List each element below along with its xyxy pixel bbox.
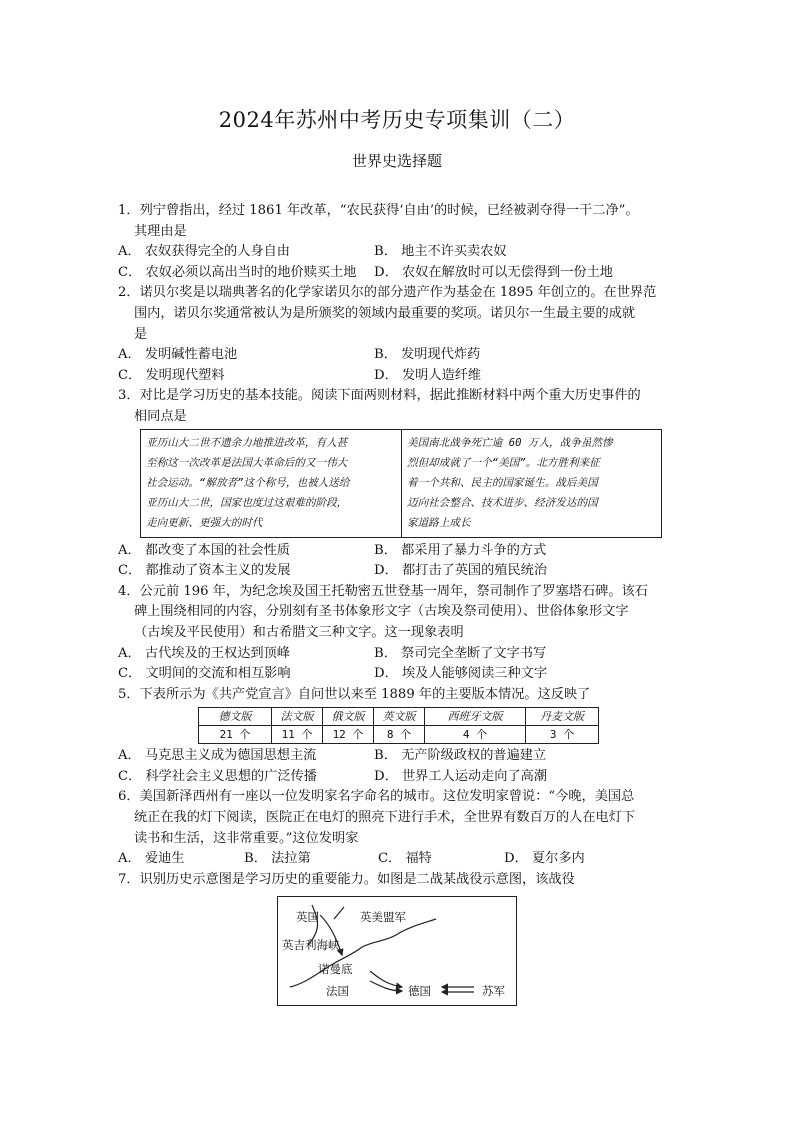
question-4 bbox=[118, 582, 678, 685]
table-cell: 3 个 bbox=[526, 726, 599, 744]
material-line: 至称这一次改革是法国大革命后的又一伟大 bbox=[146, 456, 348, 469]
table-cell: 12 个 bbox=[323, 726, 374, 744]
label-france: 法国 bbox=[326, 984, 349, 998]
allied-arrow bbox=[370, 971, 402, 987]
option-b: B． 发明现代炸药 bbox=[374, 347, 481, 363]
option-c: C． 福特 bbox=[378, 851, 432, 867]
question-7 bbox=[118, 870, 678, 891]
question-stem-cont: 相同点是 bbox=[134, 408, 187, 424]
editions-table bbox=[198, 707, 599, 744]
question-stem-cont: 围内，诺贝尔奖通常被认为是所颁奖的领域内最重要的奖项。诺贝尔一生最主要的成就 bbox=[134, 305, 636, 321]
question-stem: 1．列宁曾指出，经过 1861 年改革，“农民获得‘自由’的时候，已经被剥夺得一干二净”。 bbox=[118, 203, 639, 218]
question-5 bbox=[118, 685, 678, 788]
material-line: 走向更新、更强大的时代 bbox=[146, 517, 263, 530]
question-6 bbox=[118, 787, 678, 869]
table-row bbox=[199, 726, 599, 744]
option-d: D． 农奴在解放时可以无偿得到一份土地 bbox=[374, 264, 613, 280]
table-header-cell: 丹麦文版 bbox=[526, 708, 599, 726]
option-a: A． 农奴获得完全的人身自由 bbox=[118, 244, 290, 260]
option-a: A． 马克思主义成为德国思想主流 bbox=[118, 748, 317, 764]
option-b: B． 祭司完全垄断了文字书写 bbox=[374, 645, 547, 661]
option-a: A． 都改变了本国的社会性质 bbox=[118, 542, 290, 558]
page-title: 2024年苏州中考历史专项集训（二） bbox=[218, 108, 576, 132]
option-d: D． 世界工人运动走向了高潮 bbox=[374, 768, 548, 784]
material-line: 亚历山大二世，国家也度过这艰难的阶段， bbox=[146, 497, 348, 510]
option-c: C． 发明现代塑料 bbox=[118, 367, 225, 383]
table-header-cell: 俄文版 bbox=[323, 708, 374, 726]
table-header-cell: 英文版 bbox=[374, 708, 425, 726]
material-left bbox=[141, 430, 401, 537]
option-b: B． 无产阶级政权的普遍建立 bbox=[374, 748, 547, 764]
option-a: A． 爱迪生 bbox=[118, 851, 185, 867]
material-line: 家道路上成长 bbox=[407, 517, 471, 530]
question-stem-cont: （古埃及平民使用）和古希腊文三种文字。这一现象表明 bbox=[134, 624, 464, 640]
material-line: 美国南北战争死亡逾 60 万人，战争虽然惨 bbox=[407, 436, 613, 449]
label-channel: 英吉利海峡 bbox=[282, 938, 340, 952]
table-header-cell: 法文版 bbox=[272, 708, 323, 726]
question-stem: 6．美国新泽西州有一座以一位发明家名字命名的城市。这位发明家曾说：“今晚，美国总 bbox=[118, 789, 635, 805]
material-line: 着一个共和、民主的国家诞生。战后美国 bbox=[407, 476, 598, 489]
option-b: B． 法拉第 bbox=[244, 851, 311, 867]
question-stem: 4．公元前 196 年，为纪念埃及国王托勒密五世登基一周年，祭司制作了罗塞塔石碑。该石 bbox=[118, 583, 648, 599]
material-line: 迈向社会整合、技术进步、经济发达的国 bbox=[407, 497, 598, 510]
battle-diagram bbox=[277, 896, 517, 1006]
question-stem-cont: 其理由是 bbox=[134, 223, 187, 239]
option-d: D． 埃及人能够阅读三种文字 bbox=[374, 666, 548, 682]
question-stem: 3．对比是学习历史的基本技能。阅读下面两则材料，据此推断材料中两个重大历史事件的 bbox=[118, 388, 641, 404]
source-materials-box bbox=[140, 429, 662, 538]
question-stem-cont: 碑上围绕相同的内容，分别刻有圣书体象形文字（古埃及祭司使用）、世俗体象形文字 bbox=[134, 604, 629, 620]
label-soviet: 苏军 bbox=[482, 984, 505, 998]
question-stem: 2．诺贝尔奖是以瑞典著名的化学家诺贝尔的部分遗产作为基金在 1895 年创立的。在世界范 bbox=[118, 285, 657, 301]
question-2 bbox=[118, 283, 678, 386]
question-3 bbox=[118, 386, 678, 581]
question-stem-cont: 统正在我的灯下阅读，医院正在电灯的照亮下进行手术，全世界有数百万的人在电灯下 bbox=[134, 810, 636, 826]
label-allies: 英美盟军 bbox=[360, 910, 406, 924]
table-header-cell: 德文版 bbox=[199, 708, 272, 726]
option-a: A． 古代埃及的王权达到顶峰 bbox=[118, 645, 290, 661]
question-stem: 7．识别历史示意图是学习历史的重要能力。如图是二战某战役示意图，该战役 bbox=[118, 871, 575, 887]
option-c: C． 科学社会主义思想的广泛传播 bbox=[118, 768, 317, 784]
option-c: C． 都推动了资本主义的发展 bbox=[118, 563, 291, 579]
question-list bbox=[118, 201, 678, 890]
table-header-cell: 西班牙文版 bbox=[425, 708, 526, 726]
table-header-row bbox=[199, 708, 599, 726]
table-cell: 11 个 bbox=[272, 726, 323, 744]
option-b: B． 地主不许买卖农奴 bbox=[374, 244, 507, 260]
label-germany: 德国 bbox=[408, 984, 431, 998]
label-normandy: 诺曼底 bbox=[318, 962, 353, 976]
option-d: D． 发明人造纤维 bbox=[374, 367, 482, 383]
table-cell: 4 个 bbox=[425, 726, 526, 744]
material-right bbox=[401, 430, 661, 537]
france-coastline bbox=[290, 919, 436, 987]
option-d: D． 都打击了英国的殖民统治 bbox=[374, 563, 548, 579]
table-cell: 21 个 bbox=[199, 726, 272, 744]
allied-arrow bbox=[334, 907, 344, 919]
table-cell: 8 个 bbox=[374, 726, 425, 744]
option-b: B． 都采用了暴力斗争的方式 bbox=[374, 542, 547, 558]
label-uk: 英国 bbox=[296, 910, 319, 924]
option-c: C． 农奴必须以高出当时的地价赎买土地 bbox=[118, 264, 357, 280]
option-a: A． 发明碱性蓄电池 bbox=[118, 347, 238, 363]
page-subtitle: 世界史选择题 bbox=[351, 152, 442, 170]
option-c: C． 文明间的交流和相互影响 bbox=[118, 666, 291, 682]
question-1 bbox=[118, 201, 678, 283]
question-stem-cont: 读书和生活，这非常重要。”这位发明家 bbox=[134, 830, 359, 846]
option-d: D． 夏尔多内 bbox=[504, 851, 585, 867]
material-line: 社会运动。“解放者”这个称号，也被人送给 bbox=[146, 476, 350, 489]
material-line: 亚历山大二世不遗余力地推进改革，有人甚 bbox=[146, 436, 348, 449]
material-line: 烈但却成就了一个“美国”。北方胜利来征 bbox=[407, 456, 600, 469]
question-stem-cont: 是 bbox=[134, 326, 148, 342]
question-stem: 5．下表所示为《共产党宣言》自问世以来至 1889 年的主要版本情况。这反映了 bbox=[118, 686, 591, 702]
